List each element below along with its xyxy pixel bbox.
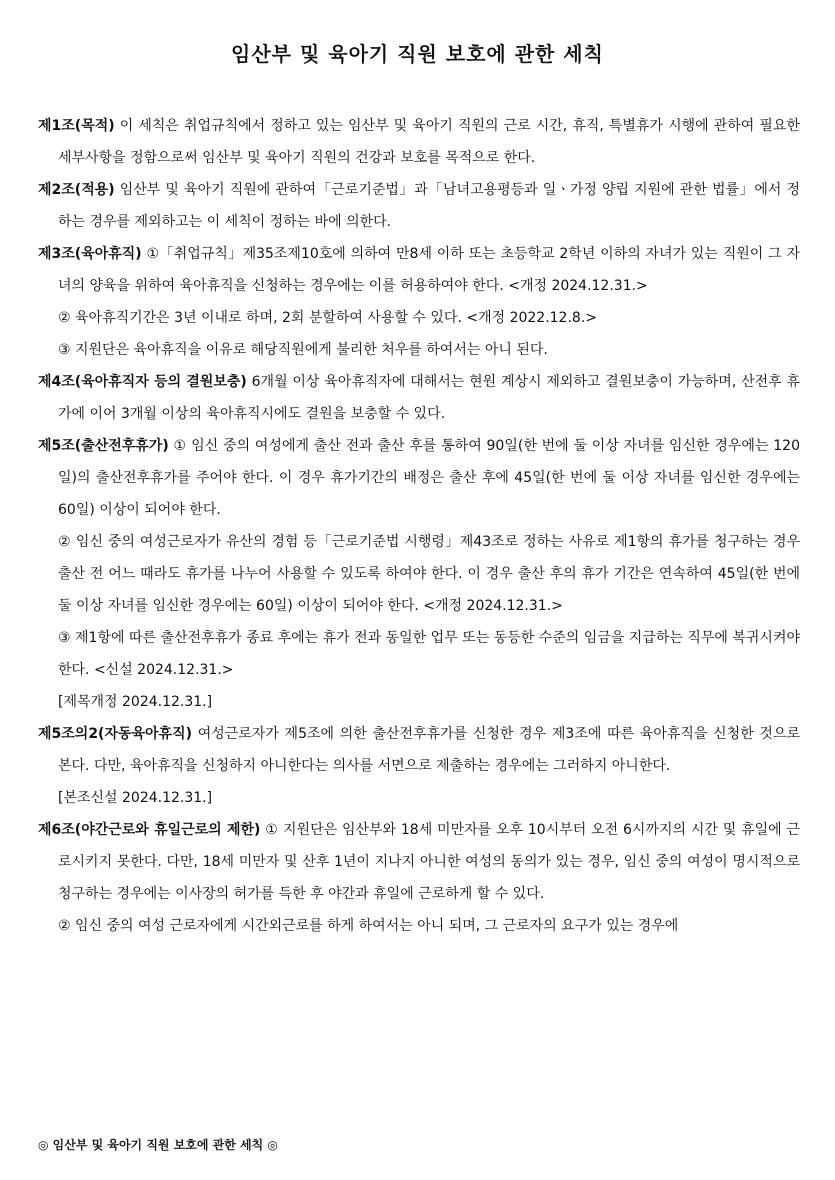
article-5	[38, 430, 800, 526]
article-3-paragraph-3: ③ 지원단은 육아휴직을 이유로 해당직원에게 불리한 처우를 하여서는 아니 된다.	[58, 342, 548, 358]
article-heading: 제4조(육아휴직자 등의 결원보충)	[38, 374, 247, 390]
article-heading: 제5조(출산전후휴가)	[38, 438, 169, 454]
document-title: 임산부 및 육아기 직원 보호에 관한 세칙	[231, 42, 604, 66]
article-text: ①「취업규칙」제35조제10호에 의하여 만8세 이하 또는 초등학교 2학년 이하의 자녀가 있는 직원이 그 자녀의 양육을 위하여 육아휴직을 신청하는 경우에는 이를 허용하여야 한다. <개정 2024.12.31.>	[58, 246, 800, 294]
article-6-paragraph-2: ② 임신 중의 여성 근로자에게 시간외근로를 하게 하여서는 아니 되며, 그 근로자의 요구가 있는 경우에	[58, 918, 679, 934]
article-heading: 제5조의2(자동육아휴직)	[38, 726, 192, 742]
article-5-amendment-note: [제목개정 2024.12.31.]	[58, 694, 213, 710]
document-body	[38, 110, 800, 942]
article-5-2-amendment-note: [본조신설 2024.12.31.]	[58, 790, 213, 806]
article-3-paragraph-2: ② 육아휴직기간은 3년 이내로 하며, 2회 분할하여 사용할 수 있다. <개정 2022.12.8.>	[58, 310, 598, 326]
article-5-paragraph-3: ③ 제1항에 따른 출산전후휴가 종료 후에는 휴가 전과 동일한 업무 또는 동등한 수준의 임금을 지급하는 직무에 복귀시켜야 한다. <신설 2024.12.31.>	[58, 630, 800, 678]
article-1	[38, 110, 800, 174]
article-text: 여성근로자가 제5조에 의한 출산전후휴가를 신청한 경우 제3조에 따른 육아휴직을 신청한 것으로 본다. 다만, 육아휴직을 신청하지 아니한다는 의사를 서면으로 제출하는 경우에는 그러하지 아니한다.	[58, 726, 800, 774]
article-text: 이 세칙은 취업규칙에서 정하고 있는 임산부 및 육아기 직원의 근로 시간, 휴직, 특별휴가 시행에 관하여 필요한 세부사항을 정함으로써 임산부 및 육아기 직원의 건강과 보호를 목적으로 한다.	[58, 118, 800, 166]
article-text: ① 지원단은 임산부와 18세 미만자를 오후 10시부터 오전 6시까지의 시간 및 휴일에 근로시키지 못한다. 다만, 18세 미만자 및 산후 1년이 지나지 아니한 여성의 동의가 있는 경우, 임신 중의 여성이 명시적으로 청구하는 경우에는 이사장의 허가를 득한 후 야간과 휴일에 근로하게 할 수 있다.	[58, 822, 801, 902]
article-text: 임산부 및 육아기 직원에 관하여「근로기준법」과「남녀고용평등과 일ㆍ가정 양립 지원에 관한 법률」에서 정하는 경우를 제외하고는 이 세칙이 정하는 바에 의한다.	[58, 182, 800, 230]
article-heading: 제3조(육아휴직)	[38, 246, 142, 262]
article-5-2	[38, 718, 800, 782]
page-footer: ◎ 임산부 및 육아기 직원 보호에 관한 세칙 ◎	[38, 1138, 278, 1152]
article-heading: 제1조(목적)	[38, 118, 115, 134]
article-3	[38, 238, 800, 302]
article-2	[38, 174, 800, 238]
article-heading: 제2조(적용)	[38, 182, 115, 198]
article-text: 6개월 이상 육아휴직자에 대해서는 현원 계상시 제외하고 결원보충이 가능하며, 산전후 휴가에 이어 3개월 이상의 육아휴직시에도 결원을 보충할 수 있다.	[58, 374, 800, 422]
article-6	[38, 814, 800, 910]
article-5-paragraph-2: ② 임신 중의 여성근로자가 유산의 경험 등「근로기준법 시행령」제43조로 정하는 사유로 제1항의 휴가를 청구하는 경우 출산 전 어느 때라도 휴가를 나누어 사용할 수 있도록 하여야 한다. 이 경우 출산 후의 휴가 기간은 연속하여 45일(한 번에 둘 이상 자녀를 임신한 경우에는 60일) 이상이 되어야 한다. <개정 2024.12.31.>	[58, 534, 800, 614]
article-heading: 제6조(야간근로와 휴일근로의 제한)	[38, 822, 261, 838]
article-4	[38, 366, 800, 430]
article-text: ① 임신 중의 여성에게 출산 전과 출산 후를 통하여 90일(한 번에 둘 이상 자녀를 임신한 경우에는 120일)의 출산전후휴가를 주어야 한다. 이 경우 휴가기간의 배정은 출산 후에 45일(한 번에 둘 이상 자녀를 임신한 경우에는 60일) 이상이 되어야 한다.	[58, 438, 800, 518]
